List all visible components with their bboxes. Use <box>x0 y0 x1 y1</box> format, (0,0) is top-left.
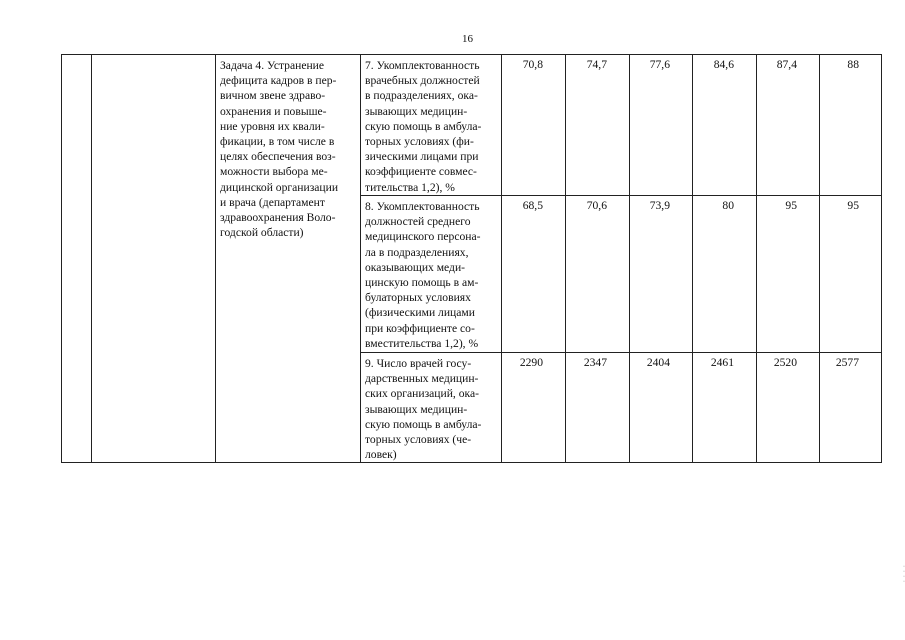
value-text: 2404 <box>646 356 670 369</box>
scan-edge-marks: · · · · <box>903 564 905 585</box>
value-cell <box>757 353 820 463</box>
value-text: 95 <box>785 199 797 212</box>
value-text: 2520 <box>773 356 797 369</box>
value-text: 95 <box>847 199 859 212</box>
value-cell <box>502 196 566 353</box>
value-text: 77,6 <box>649 58 670 71</box>
value-cell <box>757 55 820 196</box>
value-text: 2577 <box>835 356 859 369</box>
value-text: 2347 <box>583 356 607 369</box>
value-cell <box>693 196 757 353</box>
indicators-table <box>61 54 882 463</box>
indicator-text: 9. Число врачей госу- дарственных медицин- ских организаций, ока- зывающих медицин- скую помощь в амбула- торных условиях (че- ловек) <box>365 357 482 462</box>
task-text: Задача 4. Устранение дефицита кадров в пер- вичном звене здраво- охранения и повыше- ние уровня их квали- фикации, в том числе в целях обеспечения воз- можности выбора ме- дицинской организации и врача (департамент здравоохранения Воло- годской области) <box>220 59 339 240</box>
value-text: 80 <box>722 199 734 212</box>
value-cell <box>820 353 882 463</box>
value-cell <box>566 55 630 196</box>
activity-column-cell <box>92 55 216 463</box>
value-cell <box>693 353 757 463</box>
value-cell <box>820 196 882 353</box>
indicator-cell <box>361 196 502 353</box>
value-text: 73,9 <box>649 199 670 212</box>
value-text: 68,5 <box>522 199 543 212</box>
value-cell <box>630 353 693 463</box>
page-number: 16 <box>462 33 473 45</box>
value-text: 74,7 <box>586 58 607 71</box>
indicator-text: 8. Укомплектованность должностей среднего медицинского персона- ла в подразделениях, оказывающих меди- цинскую помощь в ам- булаторных условиях (физическими лицами при коэффициенте со- вместительства 1,2), % <box>365 200 481 350</box>
value-cell <box>502 55 566 196</box>
number-column-cell <box>62 55 92 463</box>
value-text: 88 <box>847 58 859 71</box>
value-cell <box>566 353 630 463</box>
value-cell <box>757 196 820 353</box>
value-cell <box>693 55 757 196</box>
value-text: 87,4 <box>776 58 797 71</box>
task-cell <box>216 55 361 463</box>
value-text: 70,6 <box>586 199 607 212</box>
indicator-cell <box>361 353 502 463</box>
value-cell <box>630 196 693 353</box>
value-cell <box>820 55 882 196</box>
indicator-text: 7. Укомплектованность врачебных должностей в подразделениях, ока- зывающих медицин- скую помощь в амбула- торных условиях (фи- зическими лицами при коэффициенте совмес- тительства 1,2), % <box>365 59 482 194</box>
value-text: 70,8 <box>522 58 543 71</box>
value-text: 84,6 <box>713 58 734 71</box>
table-row <box>62 55 882 196</box>
value-cell <box>630 55 693 196</box>
value-cell <box>566 196 630 353</box>
value-text: 2290 <box>519 356 543 369</box>
indicator-cell <box>361 55 502 196</box>
value-cell <box>502 353 566 463</box>
value-text: 2461 <box>710 356 734 369</box>
